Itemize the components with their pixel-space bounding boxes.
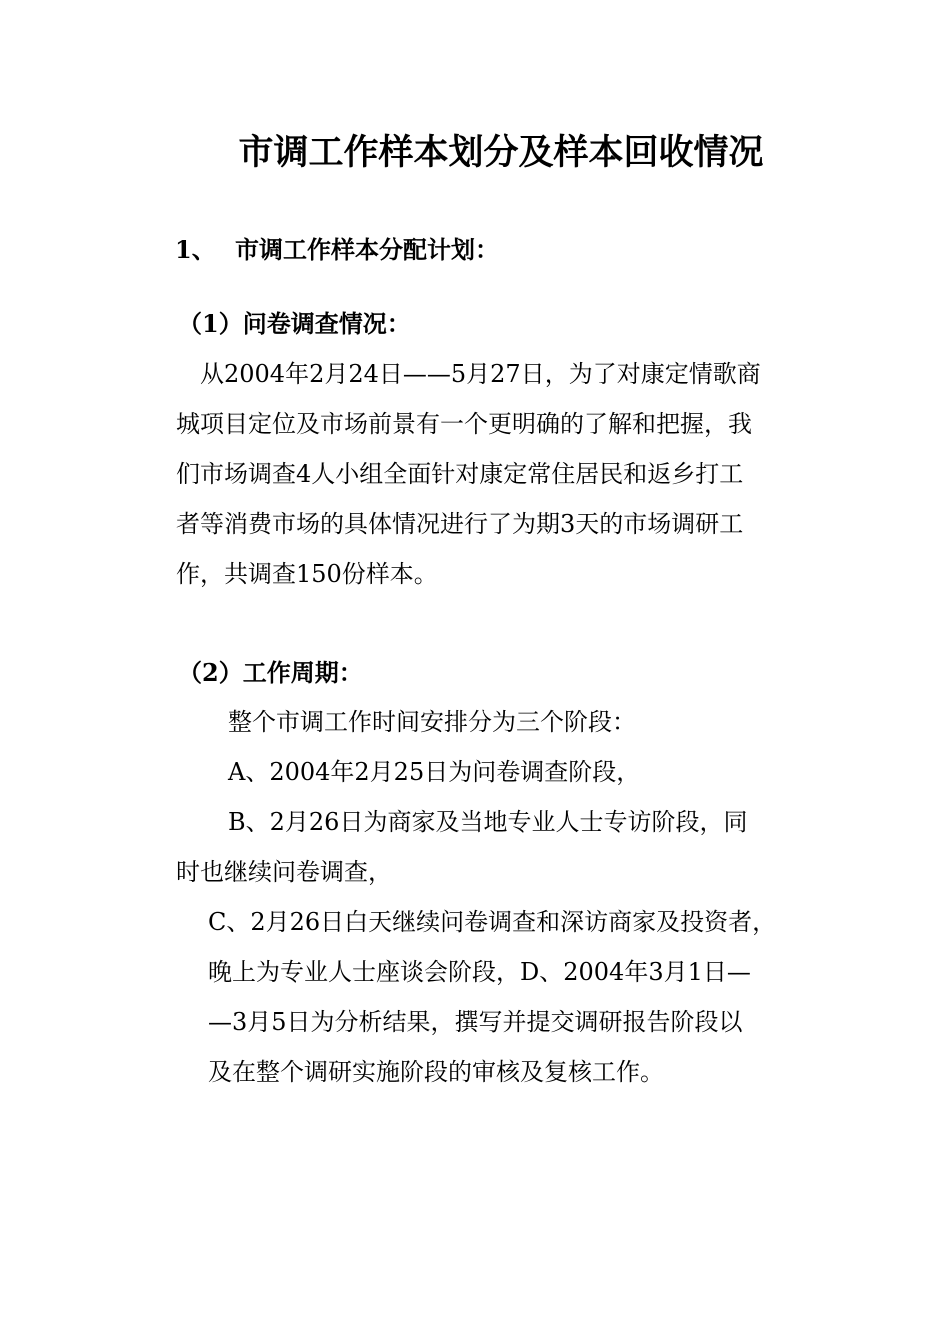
section-1-number: 1、 — [175, 235, 216, 264]
schedule-item-b: B、2月26日为商家及当地专业人士专访阶段，同 — [228, 808, 748, 836]
paragraph-line: 们市场调查4人小组全面针对康定常住居民和返乡打工 — [176, 460, 744, 488]
paragraph-line: 作，共调查150份样本。 — [176, 560, 438, 588]
schedule-item-b: 时也继续问卷调查， — [176, 858, 392, 886]
paragraph-line: 从2004年2月24日——5月27日，为了对康定情歌商 — [200, 360, 761, 388]
schedule-item-a: A、2004年2月25日为问卷调查阶段， — [228, 758, 641, 786]
schedule-item-c: C、2月26日白天继续问卷调查和深访商家及投资者， — [208, 908, 777, 936]
paragraph-line: 者等消费市场的具体情况进行了为期3天的市场调研工 — [176, 510, 744, 538]
subsection-1-heading: （1）问卷调查情况： — [178, 309, 411, 338]
section-1-heading: 市调工作样本分配计划： — [235, 235, 499, 264]
schedule-item-c: 晚上为专业人士座谈会阶段，D、2004年3月1日— — [208, 958, 751, 986]
schedule-intro: 整个市调工作时间安排分为三个阶段： — [228, 708, 636, 736]
schedule-item-c: 及在整个调研实施阶段的审核及复核工作。 — [208, 1058, 664, 1086]
subsection-2-heading: （2）工作周期： — [178, 658, 363, 687]
schedule-item-c: —3月5日为分析结果，撰写并提交调研报告阶段以 — [208, 1008, 743, 1036]
document-title: 市调工作样本划分及样本回收情况 — [238, 132, 764, 173]
paragraph-line: 城项目定位及市场前景有一个更明确的了解和把握，我 — [176, 410, 752, 438]
